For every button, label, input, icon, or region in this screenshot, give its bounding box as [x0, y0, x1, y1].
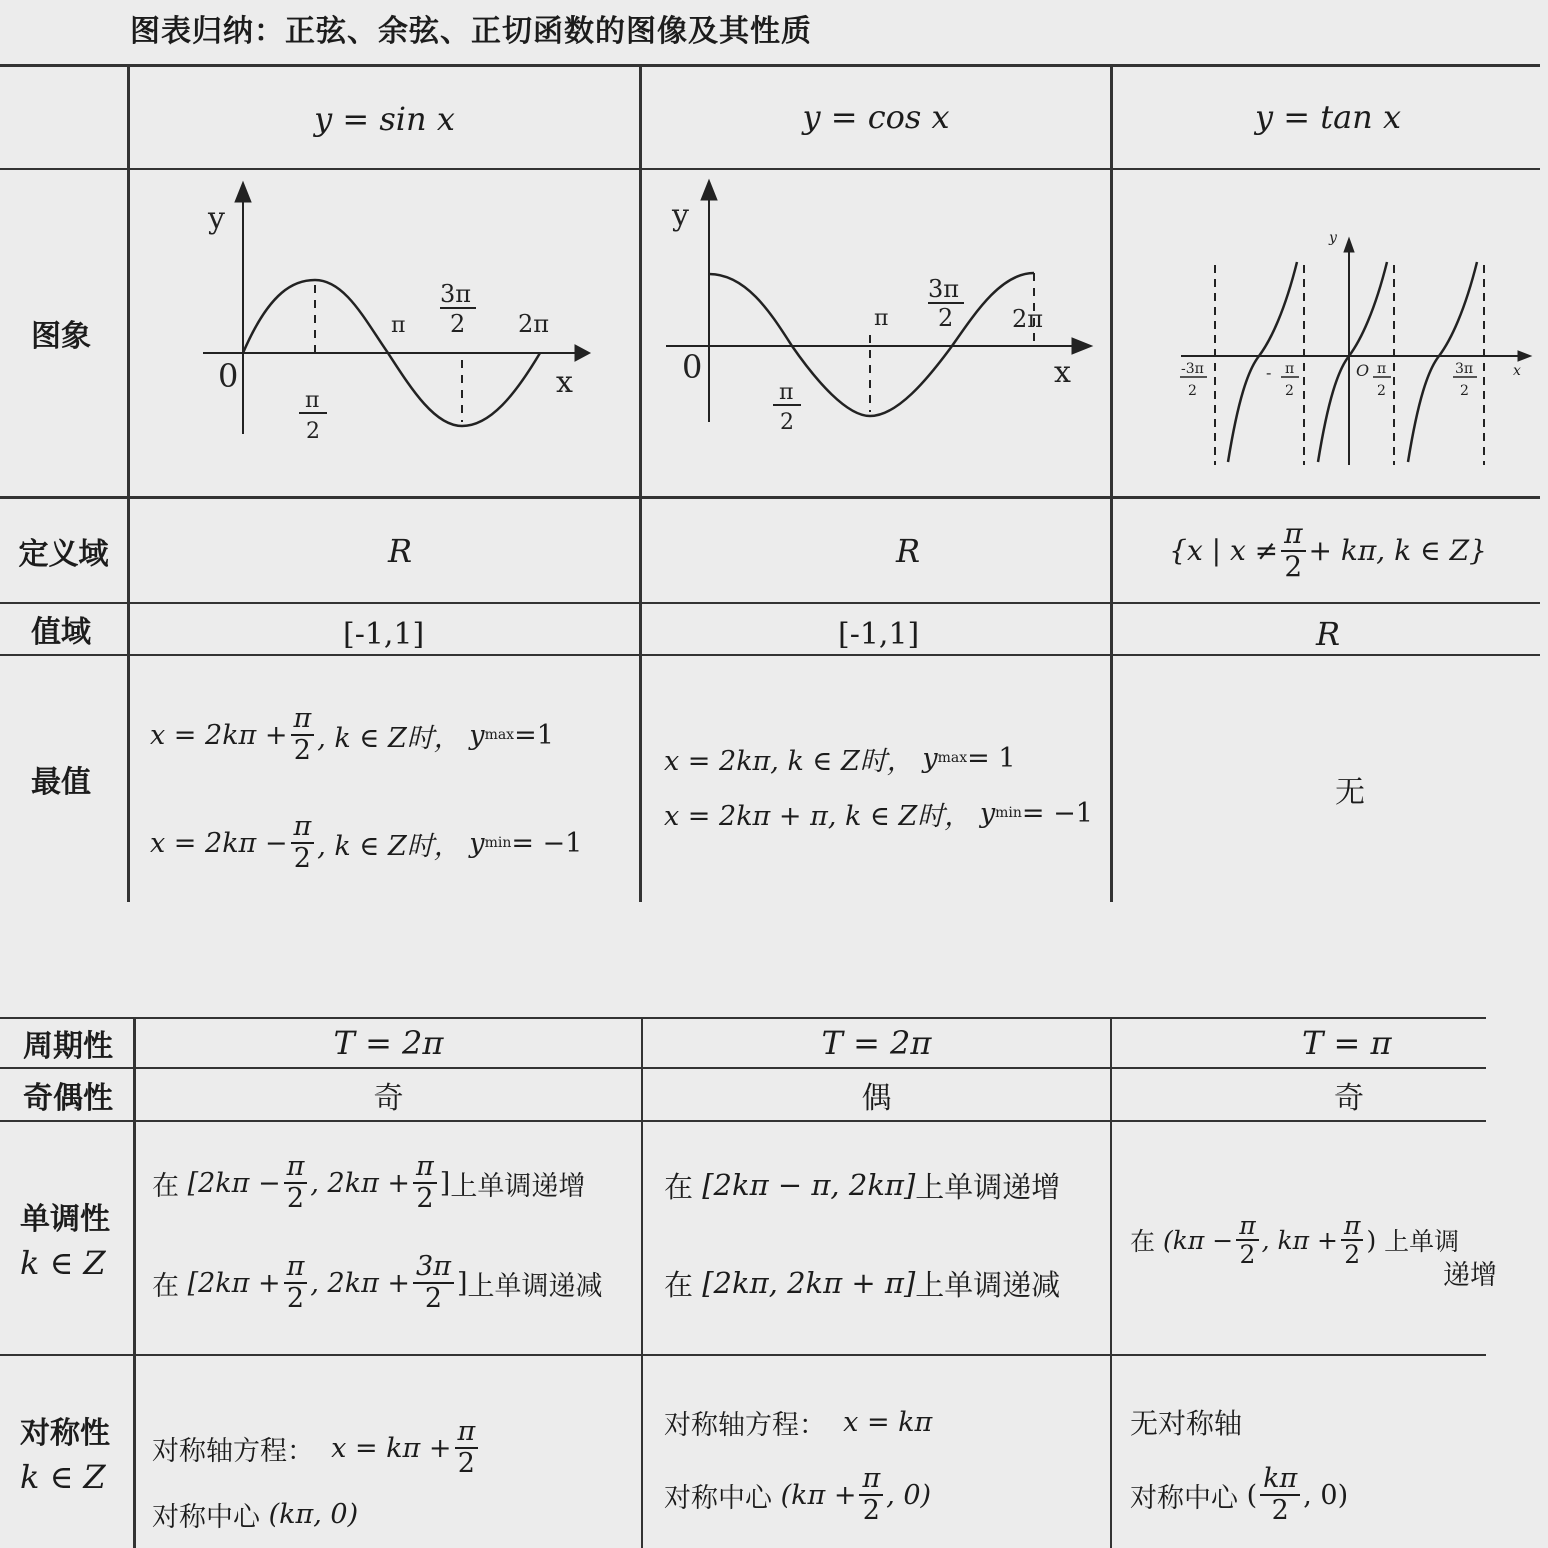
sin-y-label: y: [208, 201, 225, 236]
row-label-symmetry: 对称性 k ∈ Z: [20, 1416, 110, 1496]
row-label-graph: 图象: [31, 319, 91, 354]
sin-min: x = 2kπ − $\frac{\pi}{2}$ , k ∈ Z时， y min = −1: [150, 811, 583, 874]
tan-domain-fraction: $\frac{\pi}{2}$: [1281, 519, 1305, 583]
cos-domain: R: [896, 531, 921, 570]
table-border: [0, 1120, 1486, 1122]
tan-neg3pi-den: 2: [1188, 383, 1197, 399]
tan-header: y = tan x: [1255, 98, 1401, 136]
cos-min: x = 2kπ + π, k ∈ Z时， y min = −1: [664, 797, 1093, 832]
sin-period: T = 2π: [333, 1024, 444, 1062]
row-label-extrema: 最值: [31, 765, 91, 800]
sin-3pi-den: 2: [450, 310, 466, 338]
tan-pi-den: 2: [1377, 383, 1386, 399]
row-label-parity: 奇偶性: [23, 1080, 113, 1116]
tan-extrema: 无: [1335, 775, 1365, 810]
tan-graph: [1113, 170, 1543, 496]
tan-period: T = π: [1302, 1024, 1392, 1062]
tan-negpi-den: 2: [1285, 383, 1294, 399]
cos-3pi-den: 2: [938, 304, 954, 332]
tan-negpi-num: π: [1285, 361, 1295, 377]
cos-parity: 偶: [861, 1080, 892, 1116]
sin-max: x = 2kπ + $\frac{\pi}{2}$ , k ∈ Z时， y max =1: [150, 703, 554, 766]
cos-zero-label: 0: [682, 348, 703, 386]
cos-halfpi-num: π: [779, 380, 794, 405]
table-border: [0, 64, 1540, 67]
tan-increasing: 在 (kπ − $\frac{\pi}{2}$ , kπ + $\frac{\pi}{2}$ ) 上单调: [1130, 1210, 1460, 1269]
sin-graph: [130, 170, 639, 496]
tan-increasing-cont: 递增: [1443, 1259, 1497, 1291]
tan-domain-b: + kπ, k ∈ Z}: [1308, 534, 1487, 567]
tan-neg-sign: -: [1266, 363, 1272, 382]
sin-3pi-num: 3π: [440, 280, 472, 308]
cos-period: T = 2π: [821, 1024, 932, 1062]
cos-3pi-num: 3π: [928, 275, 960, 303]
sin-domain: R: [388, 531, 413, 570]
page-title: 图表归纳：正弦、余弦、正切函数的图像及其性质: [130, 14, 812, 49]
tan-origin-label: O: [1356, 361, 1370, 380]
tan-range: R: [1315, 615, 1341, 653]
cos-header: y = cos x: [802, 98, 950, 136]
table-border: [0, 1354, 1486, 1356]
tan-symmetry-center: 对称中心 ( $\frac{k\pi}{2}$ , 0): [1130, 1463, 1349, 1526]
cos-symmetry-axis: 对称轴方程： x = kπ: [664, 1406, 933, 1441]
sin-zero-label: 0: [218, 357, 239, 395]
cos-increasing: 在 [2kπ − π, 2kπ] 上单调递增: [664, 1168, 1061, 1204]
cos-range: [-1,1]: [838, 616, 920, 652]
row-label-monotonicity: 单调性 k ∈ Z: [20, 1202, 110, 1282]
cos-max: x = 2kπ, k ∈ Z时， y max = 1: [664, 742, 1016, 777]
cos-decreasing: 在 [2kπ, 2kπ + π] 上单调递减: [664, 1266, 1061, 1302]
sin-header: y = sin x: [314, 100, 455, 138]
tan-symmetry-axis: 无对称轴: [1130, 1407, 1243, 1440]
tan-x-label: x: [1513, 363, 1521, 379]
cos-graph: [642, 170, 1110, 496]
sin-parity: 奇: [373, 1080, 404, 1116]
cos-y-label: y: [672, 198, 689, 233]
sin-increasing: 在 [2kπ − $\frac{\pi}{2}$ , 2kπ + $\frac{\pi}{2}$ ] 上单调递增: [152, 1151, 586, 1214]
cos-halfpi-den: 2: [780, 410, 794, 435]
sin-x-label: x: [556, 365, 573, 400]
cos-curve: [709, 273, 1034, 416]
sin-pi-label: π: [391, 313, 406, 338]
cos-x-label: x: [1054, 355, 1071, 390]
cos-2pi-label: 2π: [1012, 305, 1044, 333]
sin-symmetry-center: 对称中心 (kπ, 0): [152, 1498, 359, 1533]
cos-symmetry-center: 对称中心 (kπ + $\frac{\pi}{2}$ , 0): [664, 1463, 932, 1526]
tan-neg3pi-num: -3π: [1181, 361, 1204, 377]
row-label-domain: 定义域: [18, 536, 109, 572]
sin-decreasing: 在 [2kπ + $\frac{\pi}{2}$ , 2kπ + $\frac{3\pi}{2}$ ] 上单调递减: [152, 1251, 603, 1314]
tan-pi-num: π: [1377, 361, 1387, 377]
tan-y-label: y: [1329, 230, 1337, 246]
tan-3pi-num: 3π: [1455, 361, 1474, 377]
sin-range: [-1,1]: [343, 616, 425, 652]
row-label-range: 值域: [31, 615, 91, 650]
sin-halfpi-num: π: [305, 388, 320, 413]
tan-domain-a: {x | x ≠: [1169, 534, 1279, 567]
row-label-period: 周期性: [23, 1029, 113, 1064]
sin-symmetry-axis: 对称轴方程： x = kπ + $\frac{\pi}{2}$: [152, 1405, 640, 1491]
cos-pi-label: π: [874, 306, 889, 331]
sin-2pi-label: 2π: [518, 310, 550, 338]
tan-3pi-den: 2: [1460, 383, 1469, 399]
sin-halfpi-den: 2: [306, 419, 320, 444]
tan-domain: [1113, 499, 1543, 602]
tan-parity: 奇: [1334, 1080, 1364, 1116]
